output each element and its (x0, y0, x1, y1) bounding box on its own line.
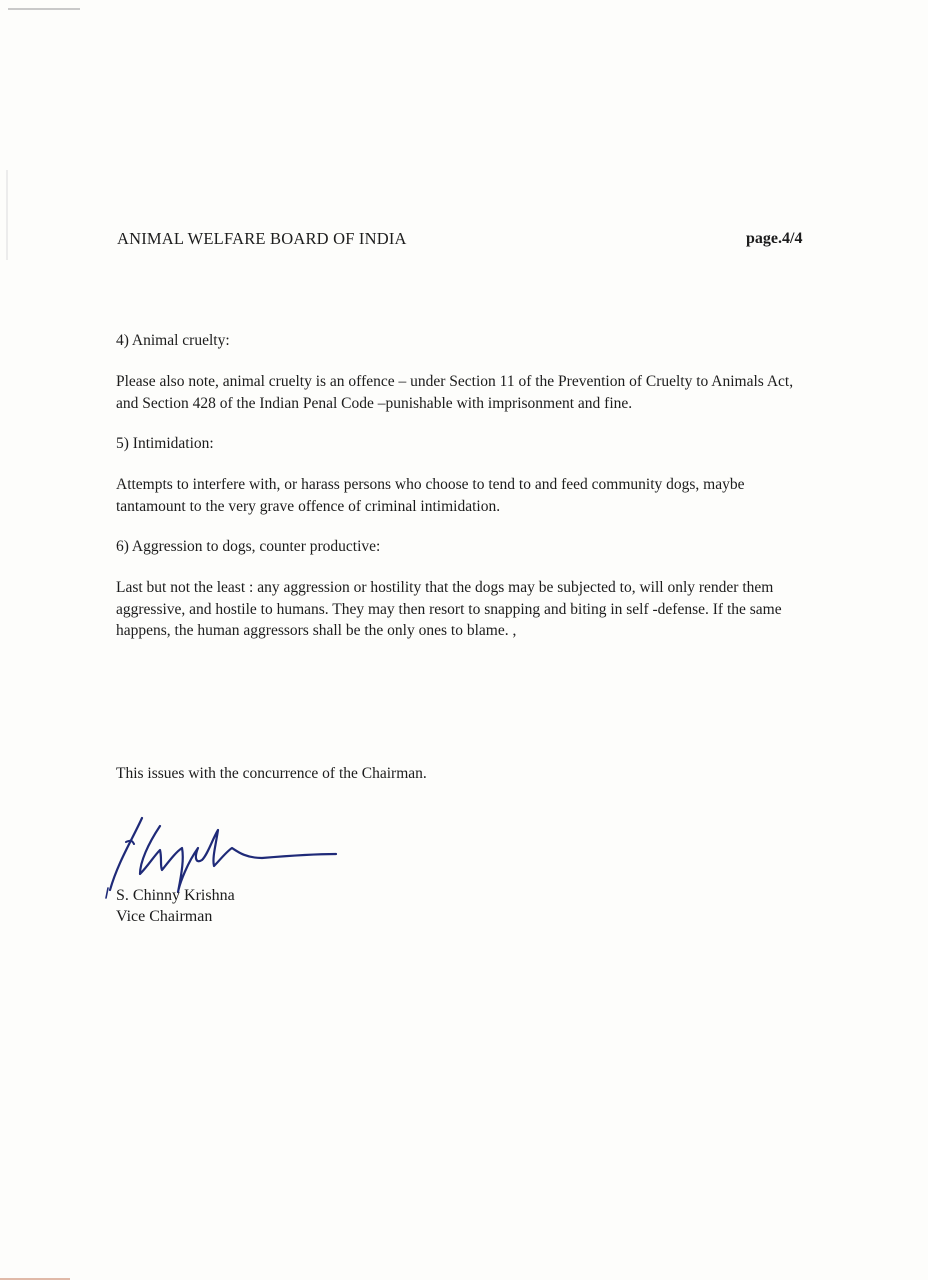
closing-statement: This issues with the concurrence of the Chairman. (116, 765, 427, 782)
section-heading: 6) Aggression to dogs, counter productive: (116, 538, 381, 555)
organization-header: ANIMAL WELFARE BOARD OF INDIA (117, 229, 407, 248)
section-heading: 5) Intimidation: (116, 435, 214, 452)
section-heading: 4) Animal cruelty: (116, 332, 230, 349)
signer-title: Vice Chairman (116, 908, 213, 925)
scan-edge-mark (6, 170, 8, 260)
section-paragraph: Attempts to interfere with, or harass persons who choose to tend to and feed community dogs, maybe tantamount to the very grave offence of criminal intimidation. (116, 476, 745, 515)
page-number: page.4/4 (746, 230, 803, 247)
signer-name: S. Chinny Krishna (116, 887, 235, 904)
section-paragraph: Last but not the least : any aggression or hostility that the dogs may be subjected to, will only render them aggressive, and hostile to humans. They may then resort to snapping and biting in self -defense. If the same happens, the human aggressors shall be the only ones to blame. , (116, 579, 782, 639)
section-paragraph: Please also note, animal cruelty is an offence – under Section 11 of the Prevention of Cruelty to Animals Act, and Section 428 of the Indian Penal Code –punishable with imprisonment and fine. (116, 373, 794, 412)
scan-edge-mark (8, 8, 80, 10)
